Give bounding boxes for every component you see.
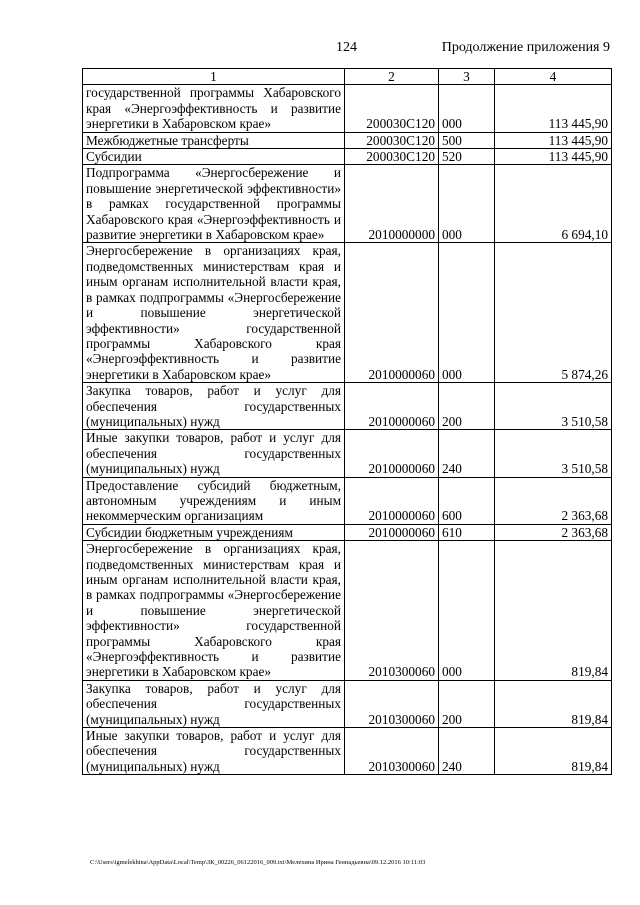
appendix-note: Продолжение приложения 9 bbox=[441, 40, 610, 55]
row-amount: 2 363,68 bbox=[495, 524, 612, 540]
row-type: 200 bbox=[439, 680, 495, 727]
table-row bbox=[83, 728, 612, 775]
table-row bbox=[83, 149, 612, 165]
row-amount: 113 445,90 bbox=[495, 149, 612, 165]
table-row bbox=[83, 165, 612, 243]
table-header-row bbox=[83, 69, 612, 85]
table-row bbox=[83, 243, 612, 383]
row-name: Закупка товаров, работ и услуг для обеспечения государственных (муниципальных) нужд bbox=[83, 680, 345, 727]
row-amount: 819,84 bbox=[495, 680, 612, 727]
column-header-code: 2 bbox=[345, 69, 439, 85]
footer-file-path: C:\Users\igmelekhina\AppData\Local\Temp\ЗК_00226_06122016_009.txt\Мелехина Ирина Геннадьевна\09.12.2016 10:11:03 bbox=[90, 859, 426, 866]
table-row bbox=[83, 541, 612, 681]
row-name: Предоставление субсидий бюджетным, автономным учреждениям и иным некоммерческим организациям bbox=[83, 477, 345, 524]
row-code: 2010000060 bbox=[345, 430, 439, 477]
table-row bbox=[83, 680, 612, 727]
row-code: 2010300060 bbox=[345, 680, 439, 727]
row-code: 200030С120 bbox=[345, 85, 439, 132]
row-code: 2010000060 bbox=[345, 477, 439, 524]
row-type: 240 bbox=[439, 430, 495, 477]
row-name: Межбюджетные трансферты bbox=[83, 132, 345, 148]
row-name: Подпрограмма «Энергосбережение и повышение энергетической эффективности» в рамках государственной программы Хабаровского края «Энергоэффективность и развитие энергетики в Хабаровском крае» bbox=[83, 165, 345, 243]
row-code: 2010000000 bbox=[345, 165, 439, 243]
row-amount: 3 510,58 bbox=[495, 430, 612, 477]
table-row bbox=[83, 85, 612, 132]
row-type: 600 bbox=[439, 477, 495, 524]
row-code: 2010000060 bbox=[345, 524, 439, 540]
row-amount: 6 694,10 bbox=[495, 165, 612, 243]
page-number: 124 bbox=[336, 40, 357, 55]
row-code: 200030С120 bbox=[345, 149, 439, 165]
column-header-name: 1 bbox=[83, 69, 345, 85]
row-amount: 113 445,90 bbox=[495, 85, 612, 132]
row-code: 2010000060 bbox=[345, 383, 439, 430]
row-amount: 819,84 bbox=[495, 728, 612, 775]
column-header-type: 3 bbox=[439, 69, 495, 85]
table-row bbox=[83, 132, 612, 148]
row-amount: 819,84 bbox=[495, 541, 612, 681]
row-type: 200 bbox=[439, 383, 495, 430]
row-name: Энергосбережение в организациях края, подведомственных министерствам края и иным органам исполнительной власти края, в рамках подпрограммы «Энергосбережение и повышение энергетической эффективности» государственной программы Хабаровского края «Энергоэффективность и развитие энергетики в Хабаровском крае» bbox=[83, 243, 345, 383]
row-amount: 113 445,90 bbox=[495, 132, 612, 148]
row-code: 2010300060 bbox=[345, 728, 439, 775]
row-amount: 3 510,58 bbox=[495, 383, 612, 430]
row-type: 520 bbox=[439, 149, 495, 165]
row-name: государственной программы Хабаровского края «Энергоэффективность и развитие энергетики в Хабаровском крае» bbox=[83, 85, 345, 132]
row-type: 500 bbox=[439, 132, 495, 148]
row-code: 2010000060 bbox=[345, 243, 439, 383]
row-name: Субсидии bbox=[83, 149, 345, 165]
row-type: 000 bbox=[439, 243, 495, 383]
row-type: 000 bbox=[439, 165, 495, 243]
table-row bbox=[83, 430, 612, 477]
row-name: Закупка товаров, работ и услуг для обеспечения государственных (муниципальных) нужд bbox=[83, 383, 345, 430]
row-type: 000 bbox=[439, 541, 495, 681]
row-type: 610 bbox=[439, 524, 495, 540]
row-type: 240 bbox=[439, 728, 495, 775]
row-type: 000 bbox=[439, 85, 495, 132]
row-code: 200030С120 bbox=[345, 132, 439, 148]
budget-table bbox=[82, 68, 612, 775]
row-name: Иные закупки товаров, работ и услуг для обеспечения государственных (муниципальных) нужд bbox=[83, 430, 345, 477]
row-amount: 2 363,68 bbox=[495, 477, 612, 524]
row-name: Энергосбережение в организациях края, подведомственных министерствам края и иным органам исполнительной власти края, в рамках подпрограммы «Энергосбережение и повышение энергетической эффективности» государственной программы Хабаровского края «Энергоэффективность и развитие энергетики в Хабаровском крае» bbox=[83, 541, 345, 681]
column-header-amount: 4 bbox=[495, 69, 612, 85]
row-amount: 5 874,26 bbox=[495, 243, 612, 383]
table-row bbox=[83, 477, 612, 524]
row-code: 2010300060 bbox=[345, 541, 439, 681]
table-row bbox=[83, 524, 612, 540]
row-name: Иные закупки товаров, работ и услуг для обеспечения государственных (муниципальных) нужд bbox=[83, 728, 345, 775]
row-name: Субсидии бюджетным учреждениям bbox=[83, 524, 345, 540]
table-row bbox=[83, 383, 612, 430]
